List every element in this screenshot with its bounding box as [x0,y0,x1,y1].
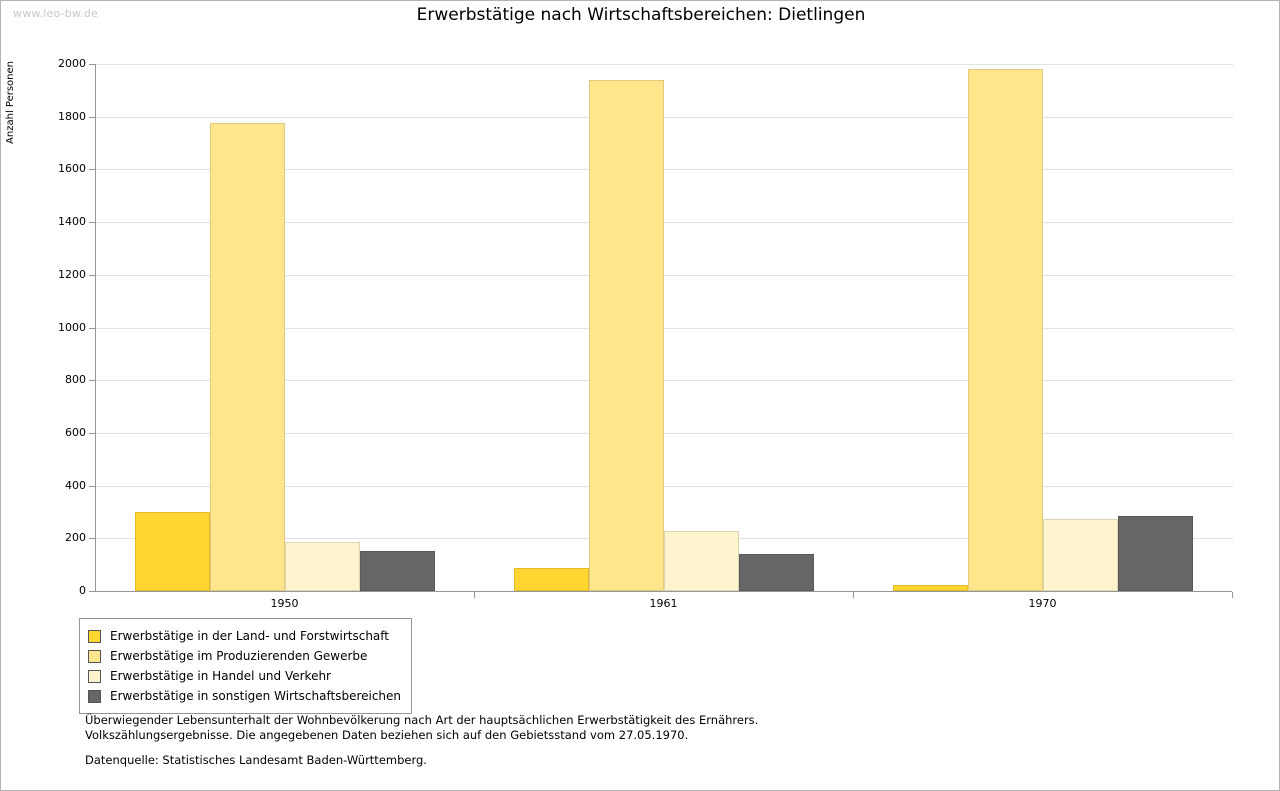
y-tick-label: 2000 [58,57,86,70]
x-tick-label: 1970 [1028,597,1057,610]
footnotes [85,713,758,743]
legend-swatch-icon [88,650,101,663]
y-tick-label: 1800 [58,109,86,123]
legend-label: Erwerbstätige im Produzierenden Gewerbe [110,649,368,663]
y-tick-label: 1600 [58,162,86,176]
y-tick-mark [89,169,95,170]
x-tick-label: 1950 [270,597,299,610]
legend-label: Erwerbstätige in der Land- und Forstwirtschaft [110,629,389,643]
bar[interactable] [135,512,210,591]
y-tick-label: 0 [79,584,86,597]
bar-group-bars [893,64,1193,591]
bar[interactable] [360,551,435,591]
y-tick-label: 600 [65,425,86,439]
y-axis-label: Anzahl Personen [5,61,16,144]
y-tick-mark [89,117,95,118]
y-tick-mark [89,486,95,487]
bar-group-bars [135,64,435,591]
y-tick-label: 200 [65,531,86,545]
x-tick-mark [853,592,854,598]
legend-label: Erwerbstätige in Handel und Verkehr [110,669,331,683]
bar[interactable] [893,585,968,591]
bar[interactable] [968,69,1043,591]
chart-title: Erwerbstätige nach Wirtschaftsbereichen: Dietlingen [416,5,866,25]
y-tick-mark [89,64,95,65]
y-tick-label: 1400 [58,215,86,229]
legend-label: Erwerbstätige in sonstigen Wirtschaftsbereichen [110,689,402,703]
legend-item[interactable] [88,666,401,686]
x-tick-mark [474,592,475,598]
bar[interactable] [285,542,360,591]
bar-group-bars [514,64,814,591]
bar[interactable] [664,531,739,591]
bar[interactable] [1118,516,1193,591]
legend-item[interactable] [88,646,401,666]
bar-group [514,64,814,591]
bar[interactable] [589,80,664,591]
data-source: Datenquelle: Statistisches Landesamt Baden-Württemberg. [85,753,427,767]
y-tick-mark [89,591,95,592]
y-tick-mark [89,380,95,381]
footnote-line: Volkszählungsergebnisse. Die angegebenen Daten beziehen sich auf den Gebietsstand vom 27.05.1970. [85,728,689,742]
bar-group [893,64,1193,591]
legend-swatch-icon [88,690,101,703]
bar-group [135,64,435,591]
bar[interactable] [514,568,589,591]
y-tick-mark [89,328,95,329]
legend-item[interactable] [88,626,401,646]
y-tick-mark [89,433,95,434]
legend-item[interactable] [88,686,401,706]
bar[interactable] [1043,519,1118,591]
x-tick-mark [1232,592,1233,598]
footnote-line: Überwiegender Lebensunterhalt der Wohnbevölkerung nach Art der hauptsächlichen Erwerbstätigkeit des Ernährers. [85,713,759,727]
y-tick-mark [89,538,95,539]
bar[interactable] [210,123,285,592]
y-tick-label: 1200 [58,267,86,281]
x-tick-label: 1961 [649,597,678,610]
chart-legend [79,618,412,714]
legend-swatch-icon [88,630,101,643]
y-tick-mark [89,275,95,276]
bar[interactable] [739,554,814,591]
y-tick-mark [89,222,95,223]
y-tick-label: 400 [65,478,86,492]
watermark-text: www.leo-bw.de [13,7,99,20]
y-tick-label: 1000 [58,320,86,334]
legend-swatch-icon [88,670,101,683]
y-tick-label: 800 [65,373,86,387]
